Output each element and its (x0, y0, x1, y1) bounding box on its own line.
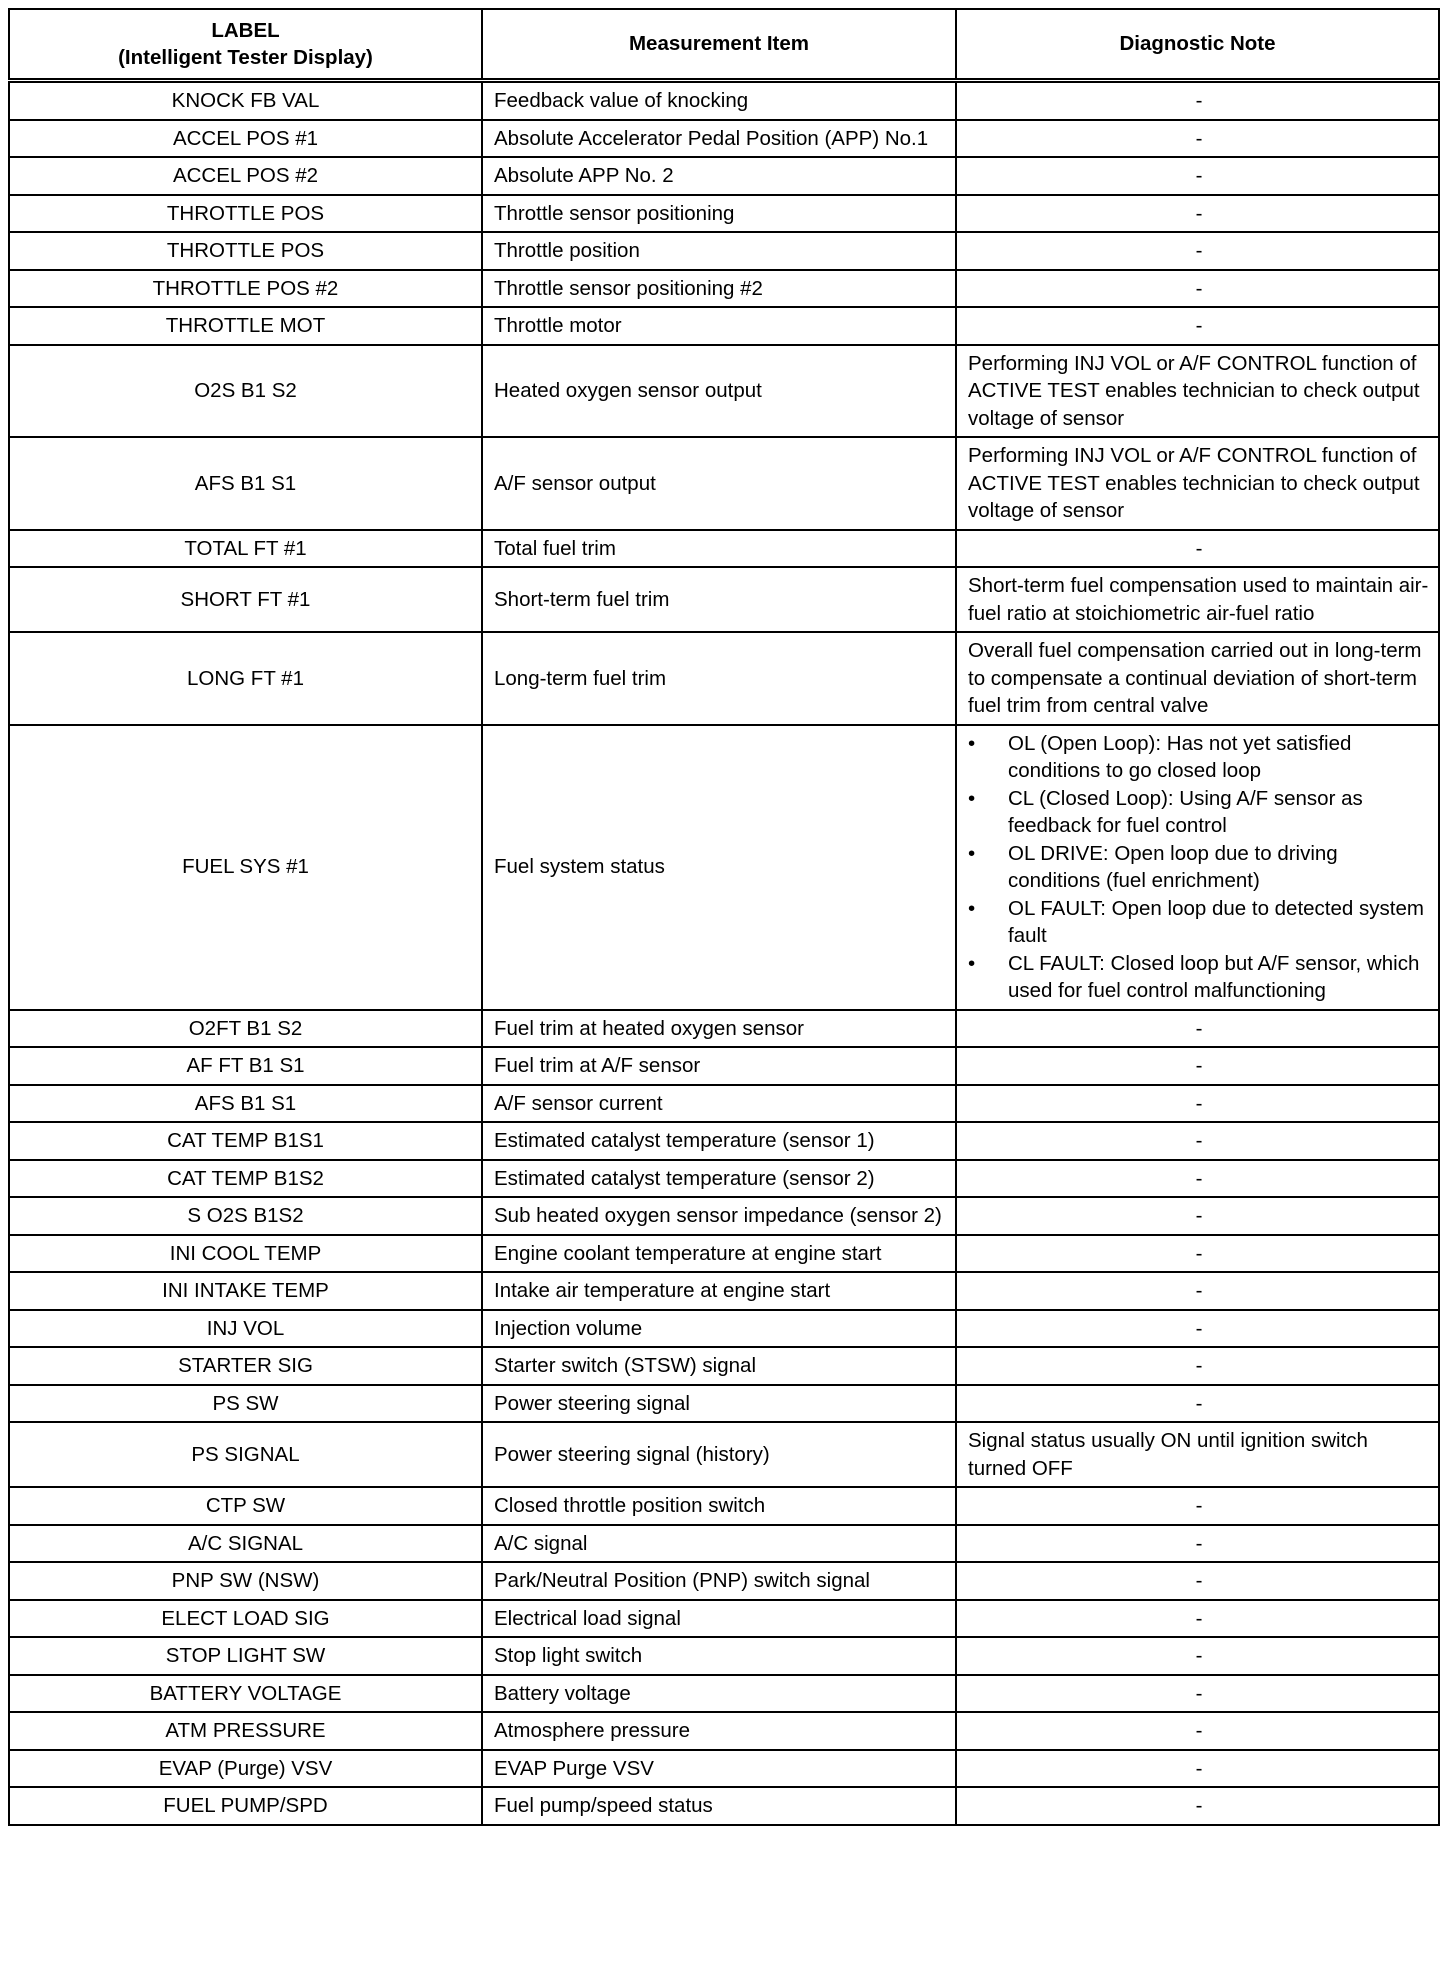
measurement-item-cell: Short-term fuel trim (482, 567, 956, 632)
measurement-item-cell: EVAP Purge VSV (482, 1750, 956, 1788)
label-cell: PS SW (9, 1385, 482, 1423)
label-cell: ATM PRESSURE (9, 1712, 482, 1750)
label-cell: AFS B1 S1 (9, 1085, 482, 1123)
note-bullet-text: OL DRIVE: Open loop due to driving conditions (fuel enrichment) (1008, 841, 1338, 892)
diagnostic-note-cell: - (956, 195, 1439, 233)
note-bullet-item (968, 840, 1430, 895)
label-cell: O2FT B1 S2 (9, 1010, 482, 1048)
measurement-item-cell: A/C signal (482, 1525, 956, 1563)
diagnostic-note-cell: - (956, 1010, 1439, 1048)
label-cell: STOP LIGHT SW (9, 1637, 482, 1675)
measurement-item-cell: A/F sensor output (482, 437, 956, 530)
table-row (9, 345, 1439, 438)
diagnostic-note-cell: - (956, 1235, 1439, 1273)
label-cell: PS SIGNAL (9, 1422, 482, 1487)
table-row (9, 1487, 1439, 1525)
label-cell: CAT TEMP B1S2 (9, 1160, 482, 1198)
table-row (9, 307, 1439, 345)
table-row (9, 195, 1439, 233)
table-row (9, 1010, 1439, 1048)
diagnostic-note-cell (956, 725, 1439, 1010)
diagnostic-note-cell: - (956, 1487, 1439, 1525)
measurement-item-cell: Throttle motor (482, 307, 956, 345)
diagnostic-note-cell: - (956, 1600, 1439, 1638)
note-bullet-item (968, 950, 1430, 1005)
table-row (9, 1085, 1439, 1123)
bullet-icon: • (968, 951, 976, 975)
label-cell: ACCEL POS #1 (9, 120, 482, 158)
measurement-item-cell: Estimated catalyst temperature (sensor 1) (482, 1122, 956, 1160)
label-cell: INI COOL TEMP (9, 1235, 482, 1273)
label-cell: PNP SW (NSW) (9, 1562, 482, 1600)
table-row (9, 1122, 1439, 1160)
note-bullet-list (968, 730, 1430, 1005)
bullet-icon: • (968, 731, 976, 755)
diagnostic-note-cell: - (956, 1525, 1439, 1563)
header-measurement-item: Measurement Item (482, 9, 956, 81)
table-row (9, 1385, 1439, 1423)
header-label (9, 9, 482, 81)
table-header (9, 9, 1439, 81)
label-cell: ELECT LOAD SIG (9, 1600, 482, 1638)
diagnostic-note-cell: - (956, 1160, 1439, 1198)
measurement-item-cell: Throttle sensor positioning #2 (482, 270, 956, 308)
table-row (9, 437, 1439, 530)
table-row (9, 120, 1439, 158)
diagnostic-note-cell: - (956, 1675, 1439, 1713)
bullet-icon: • (968, 786, 976, 810)
label-cell: INJ VOL (9, 1310, 482, 1348)
diagnostic-note-cell: - (956, 307, 1439, 345)
diagnostic-note-cell: - (956, 1712, 1439, 1750)
table-row (9, 567, 1439, 632)
label-cell: KNOCK FB VAL (9, 81, 482, 120)
measurement-item-cell: Fuel pump/speed status (482, 1787, 956, 1825)
diagnostic-note-cell: - (956, 81, 1439, 120)
table-row (9, 725, 1439, 1010)
label-cell: LONG FT #1 (9, 632, 482, 725)
diagnostic-note-cell: - (956, 1085, 1439, 1123)
table-row (9, 1712, 1439, 1750)
diagnostic-note-cell: - (956, 120, 1439, 158)
label-cell: FUEL SYS #1 (9, 725, 482, 1010)
data-list-sheet (8, 8, 1438, 1826)
label-cell: BATTERY VOLTAGE (9, 1675, 482, 1713)
label-cell: THROTTLE POS #2 (9, 270, 482, 308)
table-row (9, 1047, 1439, 1085)
measurement-item-cell: Feedback value of knocking (482, 81, 956, 120)
note-bullet-item (968, 785, 1430, 840)
diagnostic-note-cell: Short-term fuel compensation used to maintain air-fuel ratio at stoichiometric air-fuel ratio (956, 567, 1439, 632)
bullet-icon: • (968, 841, 976, 865)
diagnostic-note-cell: - (956, 1122, 1439, 1160)
header-diagnostic-note: Diagnostic Note (956, 9, 1439, 81)
diagnostic-note-cell: - (956, 530, 1439, 568)
label-cell: FUEL PUMP/SPD (9, 1787, 482, 1825)
label-cell: SHORT FT #1 (9, 567, 482, 632)
measurement-item-cell: Stop light switch (482, 1637, 956, 1675)
table-row (9, 1600, 1439, 1638)
diagnostic-note-cell: - (956, 1562, 1439, 1600)
measurement-item-cell: Sub heated oxygen sensor impedance (sensor 2) (482, 1197, 956, 1235)
diagnostic-note-cell: Performing INJ VOL or A/F CONTROL function of ACTIVE TEST enables technician to check output voltage of sensor (956, 437, 1439, 530)
diagnostic-note-cell: - (956, 1787, 1439, 1825)
diagnostic-note-cell: - (956, 1385, 1439, 1423)
diagnostic-note-cell: - (956, 1750, 1439, 1788)
measurement-item-cell: Starter switch (STSW) signal (482, 1347, 956, 1385)
table-row (9, 1562, 1439, 1600)
table-row (9, 1422, 1439, 1487)
label-cell: AF FT B1 S1 (9, 1047, 482, 1085)
measurement-item-cell: Throttle sensor positioning (482, 195, 956, 233)
measurement-item-cell: Throttle position (482, 232, 956, 270)
note-bullet-text: OL FAULT: Open loop due to detected system fault (1008, 896, 1424, 947)
label-cell: CTP SW (9, 1487, 482, 1525)
measurement-item-cell: Total fuel trim (482, 530, 956, 568)
diagnostic-note-cell: Performing INJ VOL or A/F CONTROL function of ACTIVE TEST enables technician to check output voltage of sensor (956, 345, 1439, 438)
measurement-item-cell: Closed throttle position switch (482, 1487, 956, 1525)
note-bullet-text: OL (Open Loop): Has not yet satisfied conditions to go closed loop (1008, 731, 1352, 782)
diagnostic-note-cell: - (956, 1197, 1439, 1235)
table-row (9, 1347, 1439, 1385)
measurement-item-cell: Fuel system status (482, 725, 956, 1010)
measurement-item-cell: Engine coolant temperature at engine start (482, 1235, 956, 1273)
measurement-item-cell: Electrical load signal (482, 1600, 956, 1638)
measurement-item-cell: Injection volume (482, 1310, 956, 1348)
table-row (9, 157, 1439, 195)
label-cell: INI INTAKE TEMP (9, 1272, 482, 1310)
label-cell: TOTAL FT #1 (9, 530, 482, 568)
label-cell: O2S B1 S2 (9, 345, 482, 438)
diagnostic-note-cell: - (956, 1047, 1439, 1085)
bullet-icon: • (968, 896, 976, 920)
note-bullet-text: CL FAULT: Closed loop but A/F sensor, which used for fuel control malfunctioning (1008, 951, 1420, 1002)
measurement-item-cell: Park/Neutral Position (PNP) switch signal (482, 1562, 956, 1600)
measurement-item-cell: Power steering signal (482, 1385, 956, 1423)
data-list-table (8, 8, 1440, 1826)
diagnostic-note-cell: - (956, 1310, 1439, 1348)
measurement-item-cell: Long-term fuel trim (482, 632, 956, 725)
label-cell: S O2S B1S2 (9, 1197, 482, 1235)
measurement-item-cell: Absolute Accelerator Pedal Position (APP) No.1 (482, 120, 956, 158)
measurement-item-cell: A/F sensor current (482, 1085, 956, 1123)
measurement-item-cell: Fuel trim at A/F sensor (482, 1047, 956, 1085)
note-bullet-item (968, 895, 1430, 950)
table-row (9, 530, 1439, 568)
table-row (9, 1160, 1439, 1198)
label-cell: THROTTLE POS (9, 232, 482, 270)
table-row (9, 1750, 1439, 1788)
diagnostic-note-cell: - (956, 270, 1439, 308)
table-row (9, 1675, 1439, 1713)
table-row (9, 1310, 1439, 1348)
measurement-item-cell: Absolute APP No. 2 (482, 157, 956, 195)
label-cell: A/C SIGNAL (9, 1525, 482, 1563)
table-row (9, 1272, 1439, 1310)
measurement-item-cell: Fuel trim at heated oxygen sensor (482, 1010, 956, 1048)
note-bullet-text: CL (Closed Loop): Using A/F sensor as feedback for fuel control (1008, 786, 1363, 837)
table-row (9, 632, 1439, 725)
label-cell: ACCEL POS #2 (9, 157, 482, 195)
diagnostic-note-cell: Signal status usually ON until ignition switch turned OFF (956, 1422, 1439, 1487)
diagnostic-note-cell: - (956, 1272, 1439, 1310)
table-row (9, 1525, 1439, 1563)
label-cell: THROTTLE POS (9, 195, 482, 233)
table-row (9, 1637, 1439, 1675)
table-row (9, 81, 1439, 120)
header-row (9, 9, 1439, 81)
diagnostic-note-cell: - (956, 1637, 1439, 1675)
diagnostic-note-cell: - (956, 157, 1439, 195)
table-row (9, 270, 1439, 308)
label-cell: CAT TEMP B1S1 (9, 1122, 482, 1160)
table-row (9, 1197, 1439, 1235)
diagnostic-note-cell: - (956, 232, 1439, 270)
table-row (9, 1235, 1439, 1273)
measurement-item-cell: Intake air temperature at engine start (482, 1272, 956, 1310)
measurement-item-cell: Heated oxygen sensor output (482, 345, 956, 438)
measurement-item-cell: Battery voltage (482, 1675, 956, 1713)
label-cell: EVAP (Purge) VSV (9, 1750, 482, 1788)
diagnostic-note-cell: - (956, 1347, 1439, 1385)
table-row (9, 1787, 1439, 1825)
label-cell: THROTTLE MOT (9, 307, 482, 345)
note-bullet-item (968, 730, 1430, 785)
header-label-line1: LABEL (211, 18, 280, 42)
measurement-item-cell: Atmosphere pressure (482, 1712, 956, 1750)
measurement-item-cell: Estimated catalyst temperature (sensor 2) (482, 1160, 956, 1198)
table-body (9, 81, 1439, 1825)
measurement-item-cell: Power steering signal (history) (482, 1422, 956, 1487)
diagnostic-note-cell: Overall fuel compensation carried out in long-term to compensate a continual deviation of short-term fuel trim from central valve (956, 632, 1439, 725)
label-cell: STARTER SIG (9, 1347, 482, 1385)
label-cell: AFS B1 S1 (9, 437, 482, 530)
table-row (9, 232, 1439, 270)
header-label-line2: (Intelligent Tester Display) (118, 46, 373, 69)
